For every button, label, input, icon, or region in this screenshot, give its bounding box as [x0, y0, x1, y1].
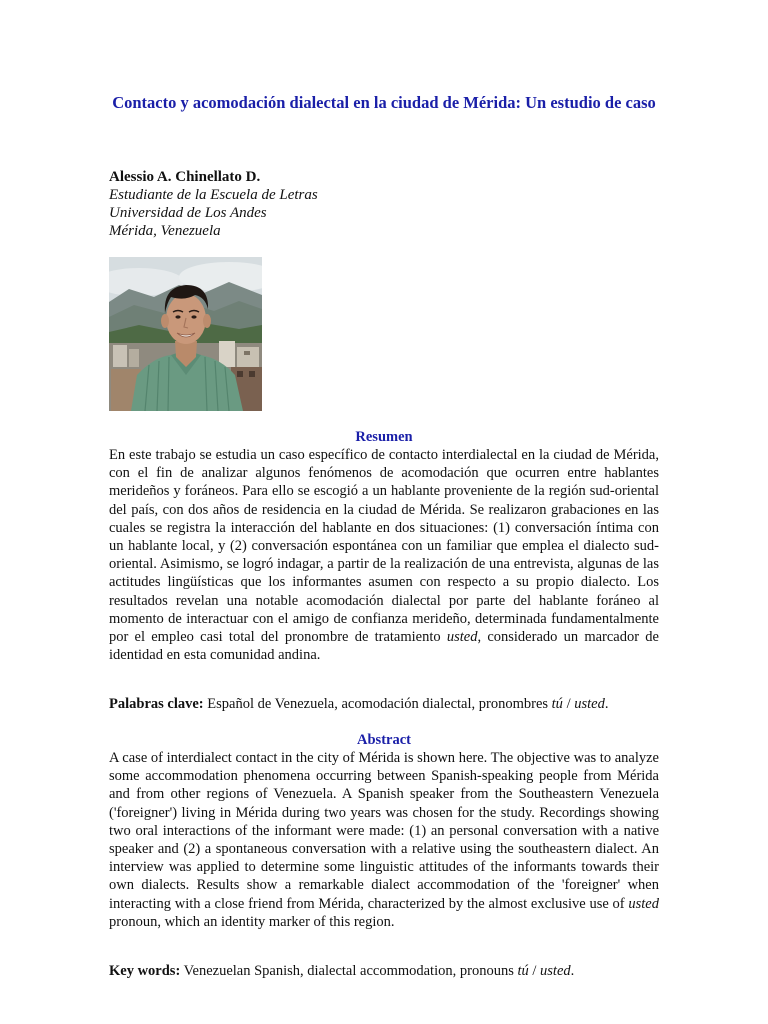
palabras-clave — [109, 695, 659, 713]
abstract-text-2: pronoun, which an identity marker of this region. — [109, 913, 395, 930]
abstract-text-1: A case of interdialect contact in the city of Mérida is shown here. The objective was to analyze some accommodation phenomena occurring between Spanish-speaking people from Mérida and from other regions of Venezuela. A Spanish speaker from the Southeastern Venezuela ('foreigner') living in Mérida during two years was chosen for the study. Recordings showing two oral interactions of the informant were made: (1) an personal conversation with a native speaker and (2) a spontaneous conversation with a relative using the southeastern dialect. An interview was applied to determine some linguistic attitudes of the informants towards their own dialects. Results show a remarkable dialect accommodation of the 'foreigner' when interacting with a close friend from Mérida, characterized by the almost exclusive use of — [109, 750, 659, 912]
author-name: Alessio A. Chinellato D. — [109, 169, 261, 185]
palabras-clave-text: Español de Venezuela, acomodación dialectal, pronombres — [203, 696, 552, 712]
palabras-clave-label: Palabras clave: — [109, 696, 204, 712]
resumen-heading: Resumen — [355, 429, 413, 445]
affiliation-university: Universidad de Los Andes — [109, 205, 267, 221]
palabras-clave-usted: usted — [574, 696, 605, 712]
resumen-text-italic: usted — [446, 629, 478, 646]
palabras-clave-sep: / — [562, 696, 575, 712]
resumen-text-1: En este trabajo se estudia un caso específico de contacto interdialectal en la ciudad de Mérida, con el fin de analizar algunos fenómenos de acomodación que ocurren entre hablantes merideños y foráneos. Para ello se escogió a un hablante proveniente de la región sud-oriental del país, con dos años de residencia en la ciudad de Mérida. Se realizaron grabaciones en las cuales se registra la interacción del hablante en dos situaciones: (1) conversación íntima con un hablante local, y (2) conversación espontánea con un familiar que emplea el dialecto sud-oriental. Asimismo, se logró indagar, a partir de la realización de una entrevista, algunas de las actitudes lingüísticas que los informantes asumen con respecto a su propio dialecto. Los resultados revelan una notable acomodación dialectal por parte del hablante foráneo al momento de interactuar con el amigo de confianza merideño, determinada fundamentalmente por el empleo casi total del pronombre de tratamiento — [109, 447, 659, 646]
palabras-clave-tu: tú — [551, 696, 563, 712]
author-block — [109, 168, 318, 240]
key-words-end: . — [570, 963, 575, 979]
key-words-usted: usted — [540, 963, 571, 979]
affiliation-school: Estudiante de la Escuela de Letras — [109, 187, 318, 203]
affiliation-location: Mérida, Venezuela — [109, 223, 221, 239]
paper-title: Contacto y acomodación dialectal en la ciudad de Mérida: Un estudio de caso — [112, 93, 656, 112]
key-words — [109, 962, 659, 980]
key-words-text: Venezuelan Spanish, dialectal accommodation, pronouns — [180, 963, 518, 979]
abstract-heading: Abstract — [357, 732, 411, 748]
key-words-tu: tú — [517, 963, 529, 979]
abstract-text-italic: usted — [628, 895, 659, 912]
key-words-sep: / — [528, 963, 541, 979]
abstract-body — [109, 749, 659, 931]
resumen-text-2: , considerado un marcador de identidad en esta comunidad andina. — [109, 629, 659, 664]
palabras-clave-end: . — [604, 696, 609, 712]
author-photo — [109, 257, 262, 411]
resumen-body — [109, 446, 659, 664]
key-words-label: Key words: — [109, 963, 181, 979]
